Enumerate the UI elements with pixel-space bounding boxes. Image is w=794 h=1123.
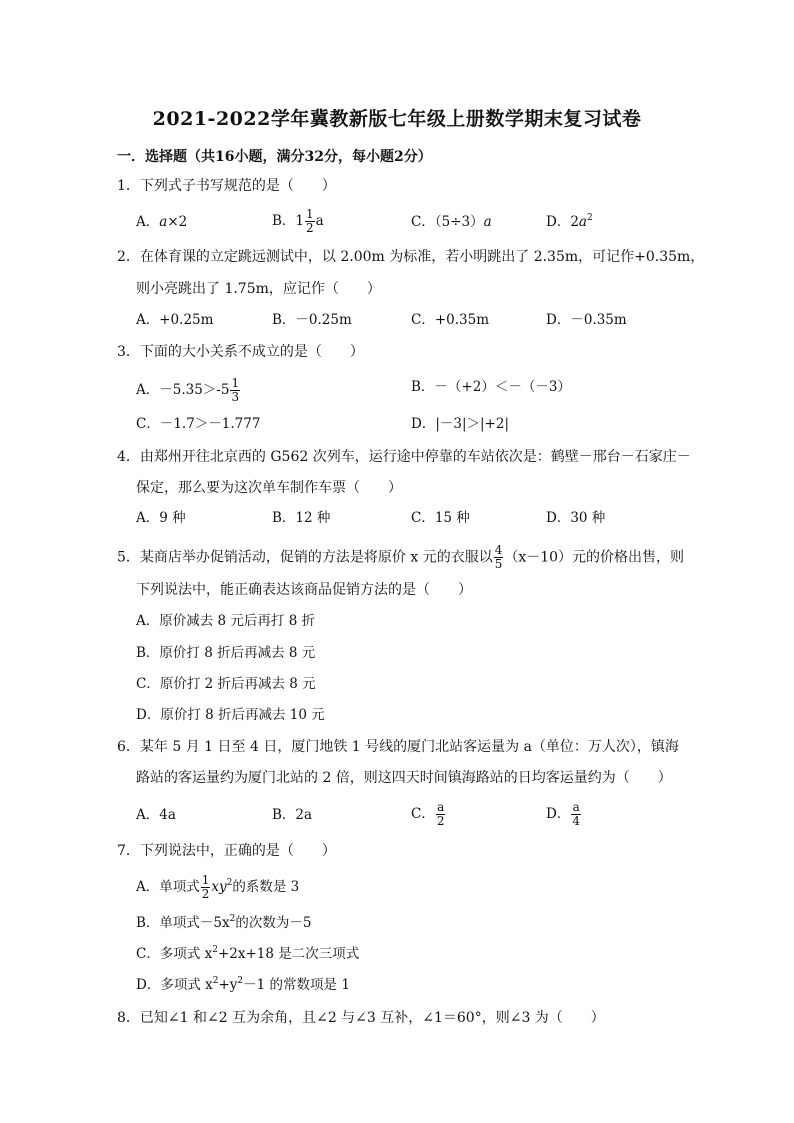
q5-option-d: D．原价打 8 折后再减去 10 元 [136, 707, 325, 723]
fraction: $\frac{a}{4}$ [572, 800, 580, 828]
q4-option-a: A．9 种 [136, 510, 186, 526]
q4-option-c: C．15 种 [411, 510, 470, 526]
page-title: 2021-2022学年冀教新版七年级上册数学期末复习试卷 [152, 108, 642, 130]
question-6-stem-line1: 6．某年 5 月 1 日至 4 日，厦门地铁 1 号线的厦门北站客运量为 a（单位：万人次），镇海 [117, 739, 679, 755]
fraction: $\frac{1}{2}$ [306, 207, 314, 235]
q4-option-b: B．12 种 [272, 510, 331, 526]
q1-option-b: B．1 $\frac{1}{2}$ a [272, 207, 324, 235]
q6-option-b: B．2a [272, 807, 313, 823]
question-5-stem-line1: 5．某商店举办促销活动，促销的方法是将原价 x 元的衣服以 $\frac{4}{5}$ （x－10）元的价格出售，则 [117, 543, 685, 571]
q1-option-c: C．（5÷3）a [411, 214, 492, 230]
fraction: $\frac{1}{3}$ [231, 376, 240, 404]
q2-option-b: B．－0.25m [272, 312, 352, 328]
q7-option-d: D．多项式 $x^2+y^2-1$ 的常数项是 1 [136, 976, 350, 993]
q3-option-b: B．－（+2）＜－（－3） [411, 379, 571, 395]
question-6-stem-line2: 路站的客运量约为厦门北站的 2 倍，则这四天时间镇海路站的日均客运量约为（ ） [136, 770, 672, 786]
q3-option-d: D．|－3|＞|+2| [411, 416, 510, 432]
question-2-stem-line1: 2．在体育课的立定跳远测试中，以 2.00m 为标准，若小明跳出了 2.35m，可记作+0.35m， [117, 249, 705, 265]
q7-option-a: A．单项式 $\frac{1}{2}$ $xy^2$的系数是 3 [136, 873, 300, 901]
q5-option-c: C．原价打 2 折后再减去 8 元 [136, 676, 316, 692]
q1-option-d: D．$2a^2$ [546, 213, 593, 230]
question-7-stem: 7．下列说法中，正确的是（ ） [117, 843, 336, 859]
q7-option-b: B．单项式$-5x^2$的次数为－5 [136, 914, 312, 931]
q3-option-a: A．－5.35＞-5 $\frac{1}{3}$ [136, 376, 240, 404]
fraction: $\frac{a}{2}$ [436, 800, 445, 828]
q6-option-d: D． $\frac{a}{4}$ [546, 800, 580, 828]
fraction: $\frac{1}{2}$ [201, 873, 210, 901]
q5-option-b: B．原价打 8 折后再减去 8 元 [136, 645, 316, 661]
q5-option-a: A．原价减去 8 元后再打 8 折 [136, 613, 316, 629]
question-1-stem: 1．下列式子书写规范的是（ ） [117, 178, 336, 194]
q1-option-a: A．a×2 [136, 214, 188, 230]
q3-option-c: C．－1.7＞－1.777 [136, 416, 261, 432]
question-3-stem: 3．下面的大小关系不成立的是（ ） [117, 344, 364, 360]
question-2-stem-line2: 则小亮跳出了 1.75m，应记作（ ） [136, 281, 381, 297]
q6-option-a: A．4a [136, 807, 176, 823]
q2-option-a: A．+0.25m [136, 312, 214, 328]
section-heading: 一．选择题（共16小题，满分32分，每小题2分） [117, 149, 432, 165]
q6-option-c: C． $\frac{a}{2}$ [411, 800, 445, 828]
question-8-stem: 8．已知∠1 和∠2 互为余角，且∠2 与∠3 互补，∠1＝60°，则∠3 为（ ） [117, 1010, 605, 1026]
q4-option-d: D．30 种 [546, 510, 606, 526]
q7-option-c: C．多项式 $x^2+2x+18$ 是二次三项式 [136, 945, 360, 962]
question-4-stem-line1: 4．由郑州开往北京西的 G562 次列车，运行途中停靠的车站依次是：鹤壁－邢台－石家庄－ [117, 449, 691, 465]
question-4-stem-line2: 保定，那么要为这次单车制作车票（ ） [136, 480, 402, 496]
q2-option-c: C．+0.35m [411, 312, 490, 328]
question-5-stem-line2: 下列说法中，能正确表达该商品促销方法的是（ ） [136, 582, 472, 598]
fraction: $\frac{4}{5}$ [494, 543, 503, 571]
q2-option-d: D．－0.35m [546, 312, 627, 328]
